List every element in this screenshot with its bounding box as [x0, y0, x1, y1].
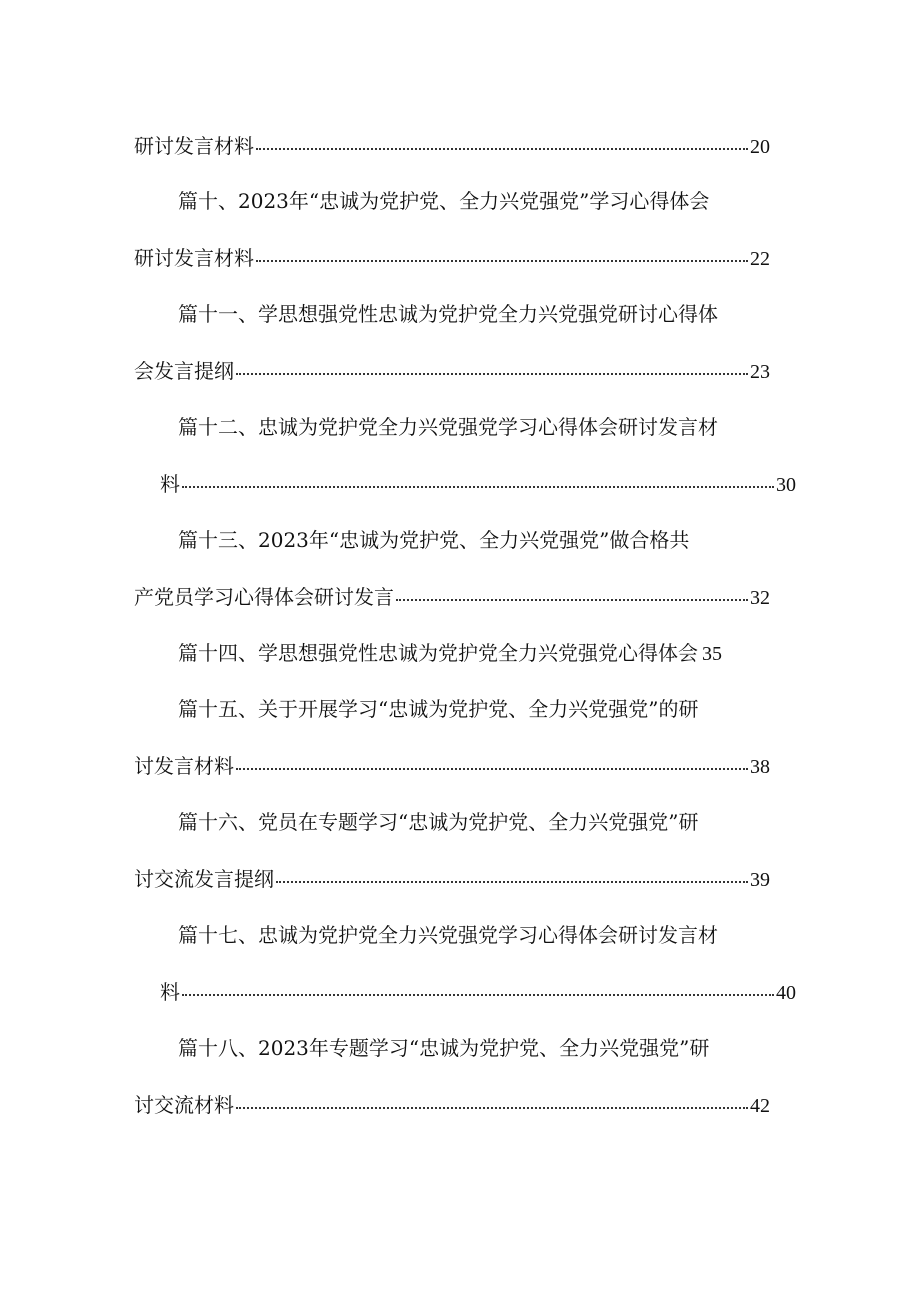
- dot-leader: [276, 881, 748, 883]
- dot-leader: [256, 148, 748, 150]
- toc-page-number: 22: [750, 248, 770, 270]
- toc-entry-cont-text: 讨交流发言提纲: [134, 867, 274, 891]
- toc-entry-title[interactable]: 篇十、2023年“忠诚为党护党、全力兴党强党”学习心得体会: [178, 189, 710, 213]
- dot-leader: [236, 373, 748, 375]
- dot-leader: [396, 599, 748, 601]
- toc-entry-title[interactable]: 篇十三、2023年“忠诚为党护党、全力兴党强党”做合格共: [178, 528, 690, 552]
- toc-page-number: 30: [776, 474, 796, 496]
- toc-page-number: 39: [750, 869, 770, 891]
- toc-entry-continuation[interactable]: [134, 243, 770, 273]
- toc-entry-continuation[interactable]: [134, 582, 770, 612]
- toc-page-number: 40: [776, 982, 796, 1004]
- toc-entry-continuation[interactable]: [134, 356, 770, 386]
- toc-entry-title[interactable]: 篇十八、2023年专题学习“忠诚为党护党、全力兴党强党”研: [178, 1036, 710, 1060]
- toc-entry-title[interactable]: [178, 638, 722, 668]
- toc-page-number: 38: [750, 756, 770, 778]
- toc-page-number: 23: [750, 361, 770, 383]
- toc-entry-continuation[interactable]: [134, 864, 770, 894]
- toc-entry-continuation[interactable]: [134, 131, 770, 161]
- toc-entry-continuation[interactable]: [160, 469, 796, 499]
- dot-leader: [182, 994, 774, 996]
- dot-leader: [256, 260, 748, 262]
- toc-entry-continuation[interactable]: [160, 977, 796, 1007]
- toc-entry-cont-text: 讨交流材料: [134, 1093, 234, 1117]
- toc-entry-title[interactable]: 篇十六、党员在专题学习“忠诚为党护党、全力兴党强党”研: [178, 810, 699, 834]
- toc-entry-cont-text: 研讨发言材料: [134, 134, 254, 158]
- toc-page-number: 32: [750, 587, 770, 609]
- toc-entry-title[interactable]: 篇十一、学思想强党性忠诚为党护党全力兴党强党研讨心得体: [178, 302, 718, 326]
- toc-entry-title-text: 篇十四、学思想强党性忠诚为党护党全力兴党强党心得体会: [178, 641, 698, 665]
- toc-entry-cont-text: 料: [160, 980, 180, 1004]
- toc-entry-cont-text: 会发言提纲: [134, 359, 234, 383]
- toc-page-number: 35: [702, 643, 722, 665]
- toc-entry-cont-text: 料: [160, 472, 180, 496]
- toc-entry-title[interactable]: 篇十二、忠诚为党护党全力兴党强党学习心得体会研讨发言材: [178, 415, 718, 439]
- toc-page-number: 42: [750, 1095, 770, 1117]
- toc-entry-title[interactable]: 篇十五、关于开展学习“忠诚为党护党、全力兴党强党”的研: [178, 697, 699, 721]
- toc-entry-continuation[interactable]: [134, 751, 770, 781]
- dot-leader: [182, 486, 774, 488]
- toc-entry-cont-text: 研讨发言材料: [134, 246, 254, 270]
- dot-leader: [236, 768, 748, 770]
- toc-entry-continuation[interactable]: [134, 1090, 770, 1120]
- dot-leader: [236, 1107, 748, 1109]
- toc-page-number: 20: [750, 136, 770, 158]
- toc-entry-cont-text: 产党员学习心得体会研讨发言: [134, 585, 394, 609]
- toc-entry-title[interactable]: 篇十七、忠诚为党护党全力兴党强党学习心得体会研讨发言材: [178, 923, 718, 947]
- toc-entry-cont-text: 讨发言材料: [134, 754, 234, 778]
